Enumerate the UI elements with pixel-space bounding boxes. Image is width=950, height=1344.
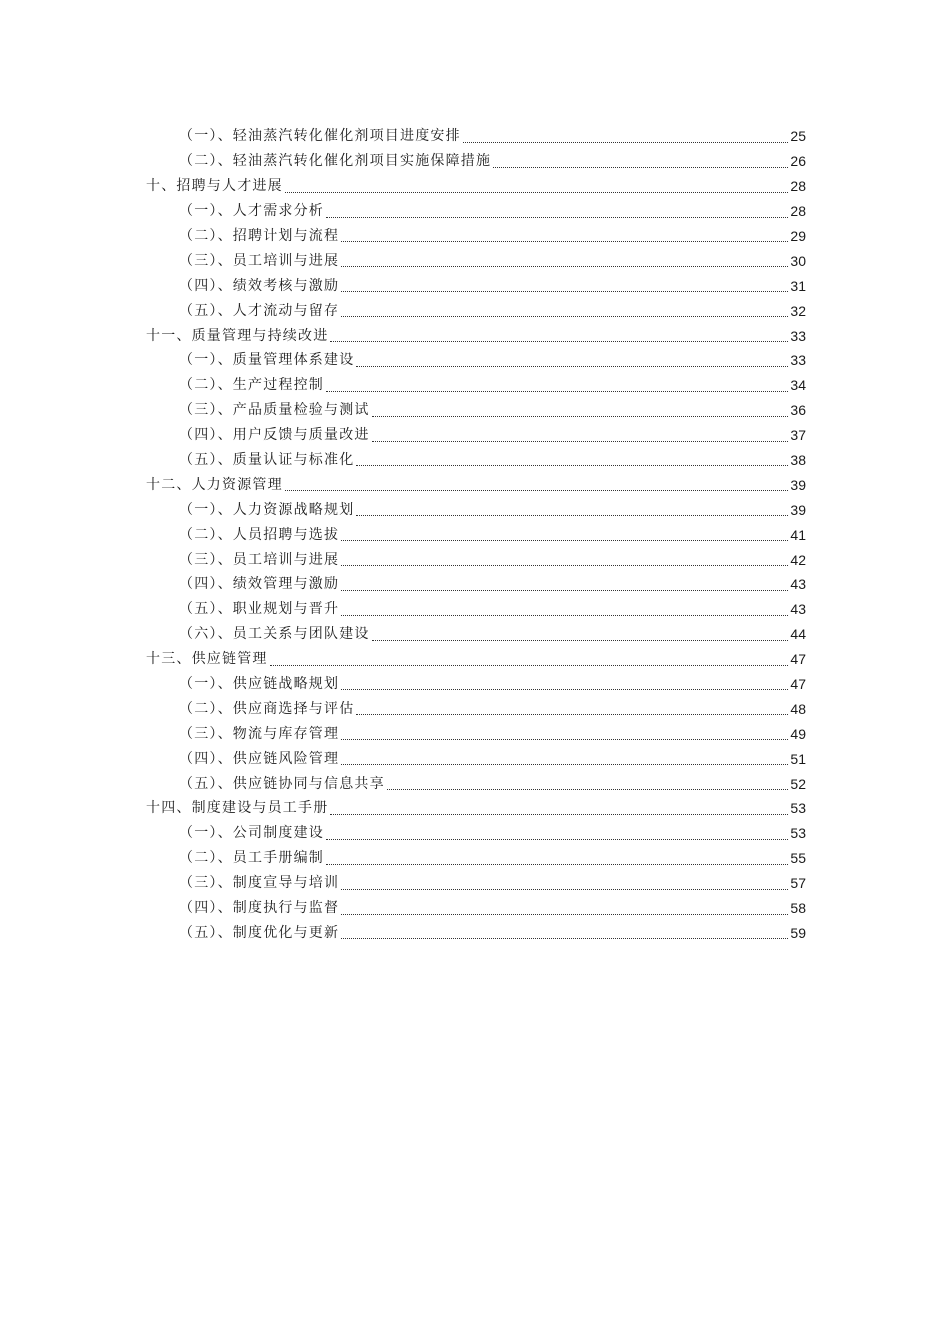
toc-page-number: 38 <box>790 452 806 469</box>
toc-dot-leader <box>372 440 789 442</box>
toc-entry-title: （二）、供应商选择与评估 <box>179 700 355 717</box>
toc-page-number: 47 <box>790 651 806 668</box>
toc-dot-leader <box>341 290 788 292</box>
toc-entry-title: （五）、人才流动与留存 <box>179 302 340 319</box>
toc-section-entry[interactable] <box>0 398 950 423</box>
toc-dot-leader <box>356 464 788 466</box>
toc-section-entry[interactable] <box>0 572 950 597</box>
toc-chapter-entry[interactable] <box>0 174 950 199</box>
toc-page-number: 36 <box>790 402 806 419</box>
toc-dot-leader <box>372 415 789 417</box>
toc-dot-leader <box>341 614 788 616</box>
toc-section-entry[interactable] <box>0 373 950 398</box>
toc-dot-leader <box>341 564 788 566</box>
toc-page-number: 33 <box>790 327 806 344</box>
toc-section-entry[interactable] <box>0 149 950 174</box>
toc-page-number: 33 <box>790 352 806 369</box>
toc-page-number: 43 <box>790 601 806 618</box>
toc-entry-title: （一）、公司制度建设 <box>179 825 324 842</box>
toc-page-number: 28 <box>790 178 806 195</box>
toc-page-number: 39 <box>790 476 806 493</box>
toc-dot-leader <box>270 664 789 666</box>
toc-page-number: 34 <box>790 377 806 394</box>
toc-section-entry[interactable] <box>0 746 950 771</box>
toc-entry-title: （二）、员工手册编制 <box>179 850 324 867</box>
toc-entry-title: 十三、供应链管理 <box>146 651 268 668</box>
toc-dot-leader <box>341 589 788 591</box>
toc-dot-leader <box>326 838 788 840</box>
toc-section-entry[interactable] <box>0 124 950 149</box>
toc-dot-leader <box>387 788 789 790</box>
toc-dot-leader <box>341 888 788 890</box>
toc-page-number: 53 <box>790 800 806 817</box>
toc-entry-title: （四）、绩效考核与激励 <box>179 277 340 294</box>
toc-entry-title: （三）、物流与库存管理 <box>179 725 340 742</box>
toc-page-number: 32 <box>790 302 806 319</box>
toc-section-entry[interactable] <box>0 298 950 323</box>
toc-page-number: 44 <box>790 626 806 643</box>
toc-page-number: 39 <box>790 501 806 518</box>
toc-section-entry[interactable] <box>0 522 950 547</box>
toc-dot-leader <box>341 738 788 740</box>
toc-dot-leader <box>341 937 788 939</box>
toc-page-number: 41 <box>790 526 806 543</box>
toc-chapter-entry[interactable] <box>0 323 950 348</box>
toc-page-number: 43 <box>790 576 806 593</box>
toc-dot-leader <box>341 240 788 242</box>
toc-entry-title: （三）、制度宣导与培训 <box>179 875 340 892</box>
toc-chapter-entry[interactable] <box>0 647 950 672</box>
toc-entry-title: （五）、供应链协同与信息共享 <box>179 775 385 792</box>
toc-section-entry[interactable] <box>0 597 950 622</box>
toc-dot-leader <box>463 141 789 143</box>
toc-dot-leader <box>372 639 789 641</box>
toc-page-number: 28 <box>790 203 806 220</box>
toc-entry-title: （四）、用户反馈与质量改进 <box>179 427 370 444</box>
toc-entry-title: （三）、产品质量检验与测试 <box>179 402 370 419</box>
toc-section-entry[interactable] <box>0 871 950 896</box>
toc-section-entry[interactable] <box>0 273 950 298</box>
toc-entry-title: （二）、生产过程控制 <box>179 377 324 394</box>
toc-entry-title: （六）、员工关系与团队建设 <box>179 626 370 643</box>
toc-section-entry[interactable] <box>0 846 950 871</box>
toc-entry-title: 十、招聘与人才进展 <box>146 178 283 195</box>
toc-entry-title: （二）、人员招聘与选拔 <box>179 526 340 543</box>
toc-dot-leader <box>341 315 788 317</box>
toc-entry-title: （一）、轻油蒸汽转化催化剂项目进度安排 <box>179 128 461 145</box>
toc-section-entry[interactable] <box>0 672 950 697</box>
toc-entry-title: （四）、供应链风险管理 <box>179 750 340 767</box>
toc-entry-title: （一）、人力资源战略规划 <box>179 501 355 518</box>
toc-entry-title: （五）、职业规划与晋升 <box>179 601 340 618</box>
toc-section-entry[interactable] <box>0 771 950 796</box>
toc-section-entry[interactable] <box>0 821 950 846</box>
toc-section-entry[interactable] <box>0 348 950 373</box>
toc-dot-leader <box>341 265 788 267</box>
toc-dot-leader <box>341 688 788 690</box>
toc-section-entry[interactable] <box>0 622 950 647</box>
toc-entry-title: （二）、招聘计划与流程 <box>179 228 340 244</box>
toc-entry-title: （五）、质量认证与标准化 <box>179 452 355 469</box>
toc-page-number: 42 <box>790 551 806 568</box>
toc-page-number: 57 <box>790 875 806 892</box>
toc-page-number: 58 <box>790 900 806 917</box>
toc-dot-leader <box>326 863 788 865</box>
toc-entry-title: （三）、员工培训与进展 <box>179 551 340 568</box>
toc-section-entry[interactable] <box>0 497 950 522</box>
toc-entry-title: （一）、供应链战略规划 <box>179 676 340 693</box>
toc-section-entry[interactable] <box>0 721 950 746</box>
toc-page-number: 25 <box>790 128 806 145</box>
toc-entry-title: （三）、员工培训与进展 <box>179 252 340 269</box>
toc-dot-leader <box>341 763 788 765</box>
toc-section-entry[interactable] <box>0 896 950 921</box>
toc-section-entry[interactable] <box>0 547 950 572</box>
toc-page-number: 51 <box>790 750 806 767</box>
toc-page-number: 30 <box>790 252 806 269</box>
toc-dot-leader <box>285 191 789 193</box>
toc-entry-title: 十四、制度建设与员工手册 <box>146 800 329 817</box>
toc-page-number: 52 <box>790 775 806 792</box>
toc-entry-title: （二）、轻油蒸汽转化催化剂项目实施保障措施 <box>179 153 492 170</box>
toc-dot-leader <box>356 713 788 715</box>
toc-entry-title: （五）、制度优化与更新 <box>179 924 340 941</box>
toc-page-number: 59 <box>790 924 806 941</box>
toc-dot-leader <box>356 514 788 516</box>
toc-chapter-entry[interactable] <box>0 796 950 821</box>
toc-dot-leader <box>341 913 788 915</box>
toc-entry-title: （一）、人才需求分析 <box>179 203 324 220</box>
toc-page-number: 49 <box>790 725 806 742</box>
toc-page-number: 29 <box>790 228 806 244</box>
toc-entry-title: 十一、质量管理与持续改进 <box>146 327 329 344</box>
toc-dot-leader <box>341 539 788 541</box>
toc-section-entry[interactable] <box>0 199 950 224</box>
toc-entry-title: 十二、人力资源管理 <box>146 476 283 493</box>
toc-dot-leader <box>326 216 788 218</box>
toc-section-entry[interactable] <box>0 224 950 249</box>
toc-entry-title: （四）、制度执行与监督 <box>179 900 340 917</box>
toc-page-number: 37 <box>790 427 806 444</box>
toc-section-entry[interactable] <box>0 248 950 273</box>
toc-page-number: 31 <box>790 277 806 294</box>
toc-page-number: 53 <box>790 825 806 842</box>
toc-dot-leader <box>356 365 788 367</box>
toc-section-entry[interactable] <box>0 448 950 473</box>
toc-chapter-entry[interactable] <box>0 472 950 497</box>
toc-page-number: 55 <box>790 850 806 867</box>
toc-dot-leader <box>285 489 789 491</box>
toc-section-entry[interactable] <box>0 423 950 448</box>
toc-page-number: 26 <box>790 153 806 170</box>
toc-page-number: 48 <box>790 700 806 717</box>
toc-section-entry[interactable] <box>0 696 950 721</box>
toc-dot-leader <box>330 813 788 815</box>
toc-page-number: 47 <box>790 676 806 693</box>
table-of-contents <box>0 124 950 945</box>
toc-section-entry[interactable] <box>0 921 950 946</box>
toc-dot-leader <box>330 340 788 342</box>
toc-dot-leader <box>326 390 788 392</box>
toc-entry-title: （四）、绩效管理与激励 <box>179 576 340 593</box>
toc-dot-leader <box>493 166 788 168</box>
toc-entry-title: （一）、质量管理体系建设 <box>179 352 355 369</box>
